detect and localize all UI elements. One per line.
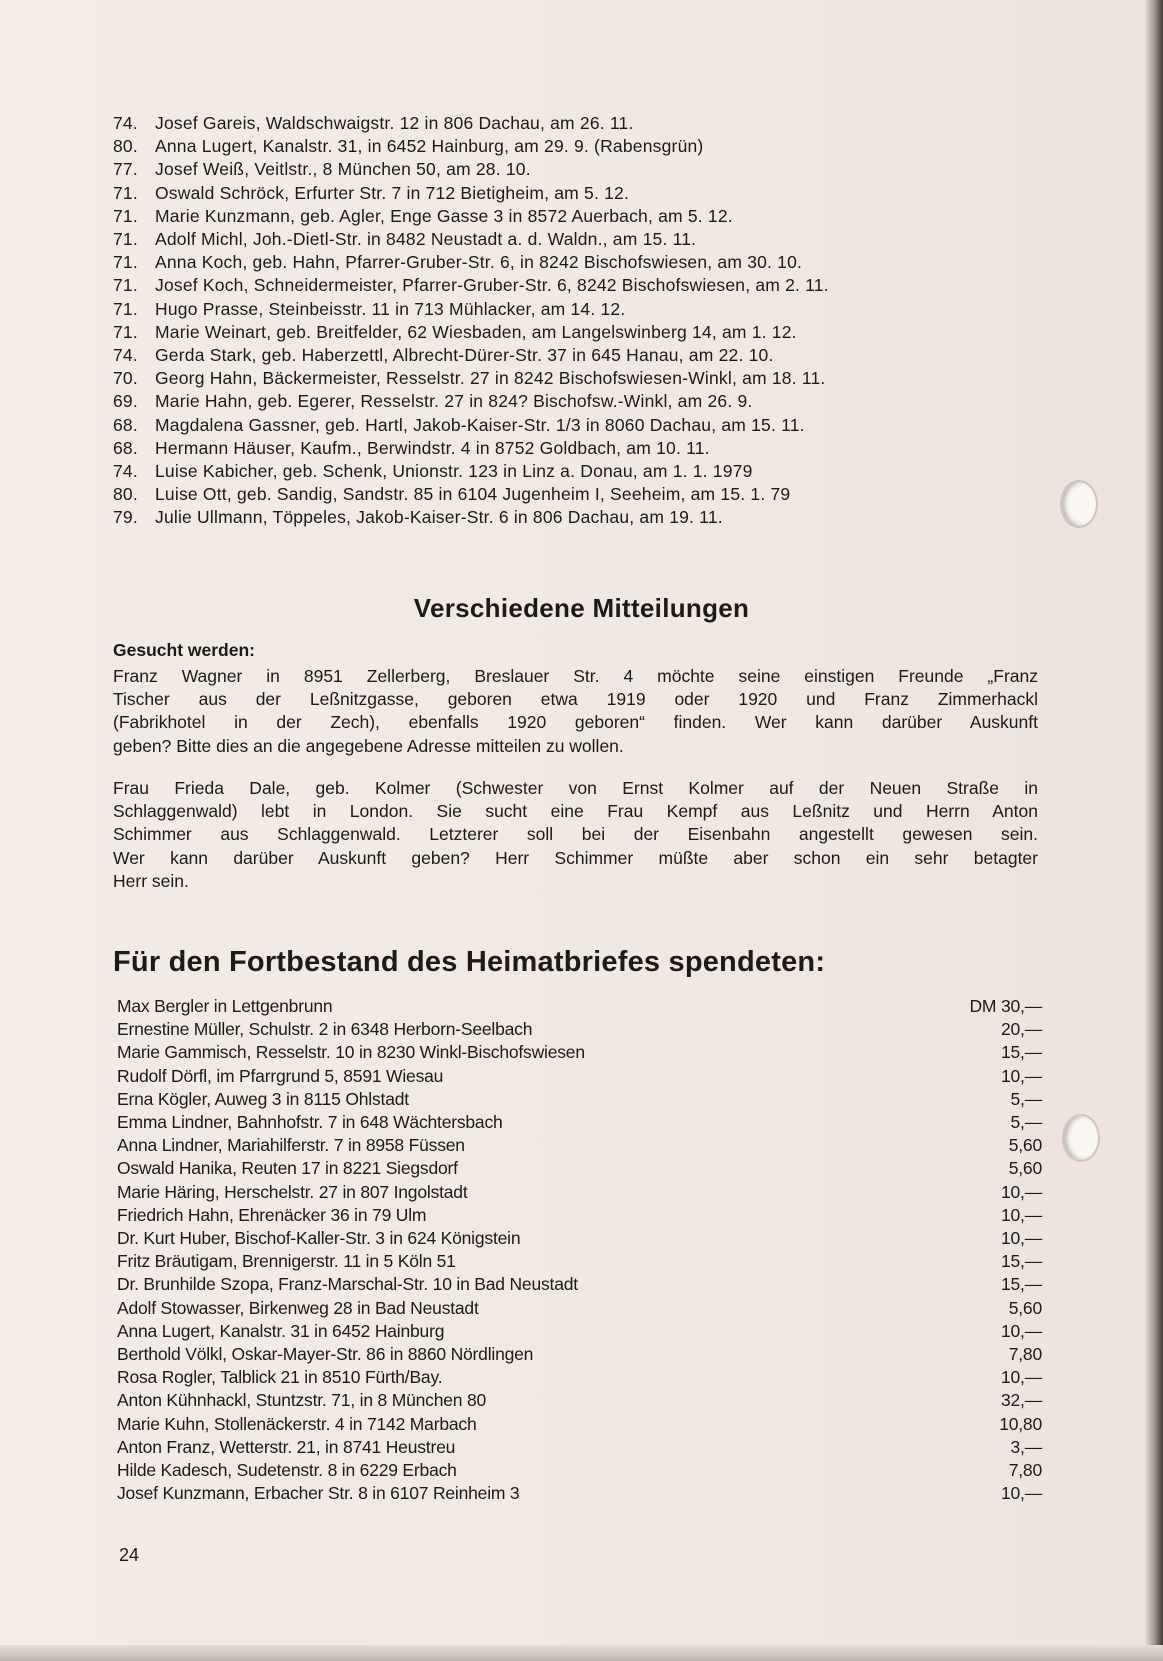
donation-amount: 15,— [1000,1274,1042,1295]
donor-name: Marie Kuhn, Stollenäckerstr. 4 in 7142 Marbach [117,1413,477,1434]
donor-name: Emma Lindner, Bahnhofstr. 7 in 648 Wächtersbach [117,1112,503,1133]
notice-text: Marie Weinart, geb. Breitfelder, 62 Wiesbaden, am Langelswinberg 14, am 1. 12. [155,321,797,342]
donor-name: Rudolf Dörfl, im Pfarrgrund 5, 8591 Wiesau [117,1065,444,1086]
notice-age: 74. [113,461,138,482]
notice-text: Julie Ullmann, Töppeles, Jakob-Kaiser-Str. 6 in 806 Dachau, am 19. 11. [155,507,723,528]
donation-amount: 5,— [1010,1088,1042,1109]
donation-amount: DM 30,— [969,996,1042,1016]
donation-amount: 10,— [1000,1204,1042,1225]
donor-name: Marie Gammisch, Resselstr. 10 in 8230 Winkl-Bischofswiesen [117,1042,585,1063]
donor-name: Adolf Stowasser, Birkenweg 28 in Bad Neustadt [117,1297,479,1318]
donor-row [117,1250,1042,1273]
donor-row [117,1482,1042,1505]
notice-age: 70. [113,368,138,389]
donation-amount: 5,60 [1008,1297,1042,1318]
donor-name: Anton Franz, Wetterstr. 21, in 8741 Heustreu [117,1436,456,1457]
paragraph-line: Franz Wagner in 8951 Zellerberg, Breslauer Str. 4 möchte seine einstigen Freunde „Franz [113,666,1038,686]
donor-name: Oswald Hanika, Reuten 17 in 8221 Siegsdorf [117,1158,458,1179]
paragraph-line: Wer kann darüber Auskunft geben? Herr Schimmer müßte aber schon ein sehr betagter [113,847,1038,868]
donation-amount: 7,80 [1008,1460,1042,1481]
donation-amount: 10,— [1000,1320,1042,1341]
section-heading-donations: Für den Fortbestand des Heimatbriefes spendeten: [113,946,826,978]
paragraph-line: Herr sein. [113,870,189,891]
donor-name: Dr. Brunhilde Szopa, Franz-Marschal-Str. 10 in Bad Neustadt [117,1274,578,1295]
notice-row [113,112,1073,135]
donor-name: Fritz Bräutigam, Brennigerstr. 11 in 5 Köln 51 [117,1251,456,1272]
notice-row [113,228,1073,251]
notice-row [113,506,1073,529]
donor-row [117,1065,1042,1088]
notice-row [113,344,1073,367]
notice-row [113,182,1073,205]
notice-text: Georg Hahn, Bäckermeister, Resselstr. 27 in 8242 Bischofswiesen-Winkl, am 18. 11. [155,368,826,389]
donor-name: Erna Kögler, Auweg 3 in 8115 Ohlstadt [117,1088,409,1109]
donation-amount: 5,— [1010,1112,1042,1133]
notice-text: Anna Lugert, Kanalstr. 31, in 6452 Hainburg, am 29. 9. (Rabensgrün) [155,136,704,157]
paragraph-line: Tischer aus der Leßnitzgasse, geboren etwa 1919 oder 1920 und Franz Zimmerhackl [113,689,1038,710]
donation-amount: 5,60 [1008,1135,1042,1156]
donor-row [117,1181,1042,1204]
notice-text: Anna Koch, geb. Hahn, Pfarrer-Gruber-Str. 6, in 8242 Bischofswiesen, am 30. 10. [155,252,803,273]
donor-row [117,1413,1042,1436]
donor-name: Ernestine Müller, Schulstr. 2 in 6348 Herborn-Seelbach [117,1019,533,1040]
donation-amount: 5,60 [1008,1158,1042,1179]
notice-row [113,274,1073,297]
death-notice-list [113,112,1073,530]
donation-amount: 10,80 [999,1413,1042,1434]
notice-age: 68. [113,414,138,435]
donor-name: Anton Kühnhackl, Stuntzstr. 71, in 8 München 80 [117,1390,487,1411]
notice-row [113,367,1073,390]
page-bottom-edge [0,1645,1163,1661]
punch-hole-icon [1062,1114,1100,1162]
donor-name: Berthold Völkl, Oskar-Mayer-Str. 86 in 8860 Nördlingen [117,1344,534,1365]
notice-age: 71. [113,275,138,296]
donation-amount: 10,— [1000,1065,1042,1086]
notice-row [113,135,1073,158]
donor-name: Anna Lindner, Mariahilferstr. 7 in 8958 Füssen [117,1135,465,1156]
notice-age: 71. [113,298,138,319]
notice-row [113,460,1073,483]
notice-text: Marie Kunzmann, geb. Agler, Enge Gasse 3 in 8572 Auerbach, am 5. 12. [155,205,733,226]
donor-row [117,1088,1042,1111]
notice-age: 74. [113,113,138,133]
notice-text: Luise Ott, geb. Sandig, Sandstr. 85 in 6104 Jugenheim I, Seeheim, am 15. 1. 79 [155,484,791,505]
donor-row [117,1018,1042,1041]
donor-row [117,1204,1042,1227]
notice-age: 74. [113,345,138,366]
donor-row [117,1111,1042,1134]
donation-amount: 3,— [1010,1436,1042,1457]
donor-row [117,1343,1042,1366]
notice-row [113,298,1073,321]
notice-text: Oswald Schröck, Erfurter Str. 7 in 712 Bietigheim, am 5. 12. [155,182,630,203]
donor-row [117,995,1042,1018]
notice-text: Josef Koch, Schneidermeister, Pfarrer-Gruber-Str. 6, 8242 Bischofswiesen, am 2. 11. [155,275,829,296]
donor-name: Hilde Kadesch, Sudetenstr. 8 in 6229 Erbach [117,1460,457,1481]
donor-row [117,1134,1042,1157]
donation-amount: 10,— [1000,1483,1042,1504]
notice-row [113,414,1073,437]
donation-amount: 10,— [1000,1367,1042,1388]
donation-amount: 10,— [1000,1181,1042,1202]
notice-age: 71. [113,229,138,250]
donor-name: Friedrich Hahn, Ehrenäcker 36 in 79 Ulm [117,1204,427,1225]
notice-age: 71. [113,252,138,273]
donation-amount: 20,— [1000,1019,1042,1040]
donor-row [117,1459,1042,1482]
donor-row [117,1320,1042,1343]
donor-name: Max Bergler in Lettgenbrunn [117,996,333,1016]
donor-row [117,1041,1042,1064]
notice-age: 71. [113,182,138,203]
announcement-paragraph [113,665,1038,758]
donor-row [117,1366,1042,1389]
notice-text: Hugo Prasse, Steinbeisstr. 11 in 713 Mühlacker, am 14. 12. [155,298,626,319]
notice-age: 71. [113,205,138,226]
notice-text: Marie Hahn, geb. Egerer, Resselstr. 27 in 824? Bischofsw.-Winkl, am 26. 9. [155,391,753,412]
notice-row [113,437,1073,460]
notice-age: 69. [113,391,138,412]
donation-amount: 15,— [1000,1251,1042,1272]
paragraph-line: Schlaggenwald) lebt in London. Sie sucht eine Frau Kempf aus Leßnitz und Herrn Anton [113,801,1038,822]
notice-row [113,390,1073,413]
paragraph-line: geben? Bitte dies an die angegebene Adresse mitteilen zu wollen. [113,735,624,756]
section-heading-announcements: Verschiedene Mitteilungen [413,593,750,623]
notice-row [113,205,1073,228]
notice-row [113,158,1073,181]
donor-row [117,1297,1042,1320]
page-edge-shadow [1145,0,1163,1661]
notice-age: 80. [113,484,138,505]
paragraph-line: Schimmer aus Schlaggenwald. Letzterer soll bei der Eisenbahn angestellt gewesen sein. [113,824,1038,845]
notice-text: Gerda Stark, geb. Haberzettl, Albrecht-Dürer-Str. 37 in 645 Hanau, am 22. 10. [155,345,774,366]
donor-name: Dr. Kurt Huber, Bischof-Kaller-Str. 3 in 624 Königstein [117,1228,521,1249]
notice-age: 80. [113,136,138,157]
donor-name: Rosa Rogler, Talblick 21 in 8510 Fürth/Bay. [117,1367,443,1388]
donation-amount: 15,— [1000,1042,1042,1063]
donation-amount: 10,— [1000,1228,1042,1249]
donor-row [117,1389,1042,1412]
notice-row [113,251,1073,274]
notice-row [113,321,1073,344]
notice-text: Adolf Michl, Joh.-Dietl-Str. in 8482 Neustadt a. d. Waldn., am 15. 11. [155,229,697,250]
notice-text: Josef Weiß, Veitlstr., 8 München 50, am 28. 10. [155,159,531,180]
notice-age: 71. [113,321,138,342]
donor-name: Josef Kunzmann, Erbacher Str. 8 in 6107 Reinheim 3 [117,1483,520,1504]
donor-list [117,995,1042,1505]
notice-text: Magdalena Gassner, geb. Hartl, Jakob-Kaiser-Str. 1/3 in 8060 Dachau, am 15. 11. [155,414,805,435]
notice-age: 68. [113,437,138,458]
donor-row [117,1227,1042,1250]
donor-name: Marie Häring, Herschelstr. 27 in 807 Ingolstadt [117,1181,468,1202]
donor-row [117,1273,1042,1296]
page-number: 24 [119,1545,140,1565]
paragraph-line: Frau Frieda Dale, geb. Kolmer (Schwester von Ernst Kolmer auf der Neuen Straße in [113,778,1038,798]
section-subheading: Gesucht werden: [113,640,255,660]
notice-text: Josef Gareis, Waldschwaigstr. 12 in 806 Dachau, am 26. 11. [155,113,634,133]
notice-text: Luise Kabicher, geb. Schenk, Unionstr. 123 in Linz a. Donau, am 1. 1. 1979 [155,461,753,482]
donor-row [117,1157,1042,1180]
notice-age: 79. [113,507,138,528]
donor-name: Anna Lugert, Kanalstr. 31 in 6452 Hainburg [117,1320,445,1341]
donation-amount: 7,80 [1008,1344,1042,1365]
donation-amount: 32,— [1000,1390,1042,1411]
notice-text: Hermann Häuser, Kaufm., Berwindstr. 4 in 8752 Goldbach, am 10. 11. [155,437,710,458]
announcement-paragraph [113,777,1038,893]
notice-row [113,483,1073,506]
donor-row [117,1436,1042,1459]
notice-age: 77. [113,159,138,180]
paragraph-line: (Fabrikhotel in der Zech), ebenfalls 1920 geboren“ finden. Wer kann darüber Auskunft [113,712,1038,733]
